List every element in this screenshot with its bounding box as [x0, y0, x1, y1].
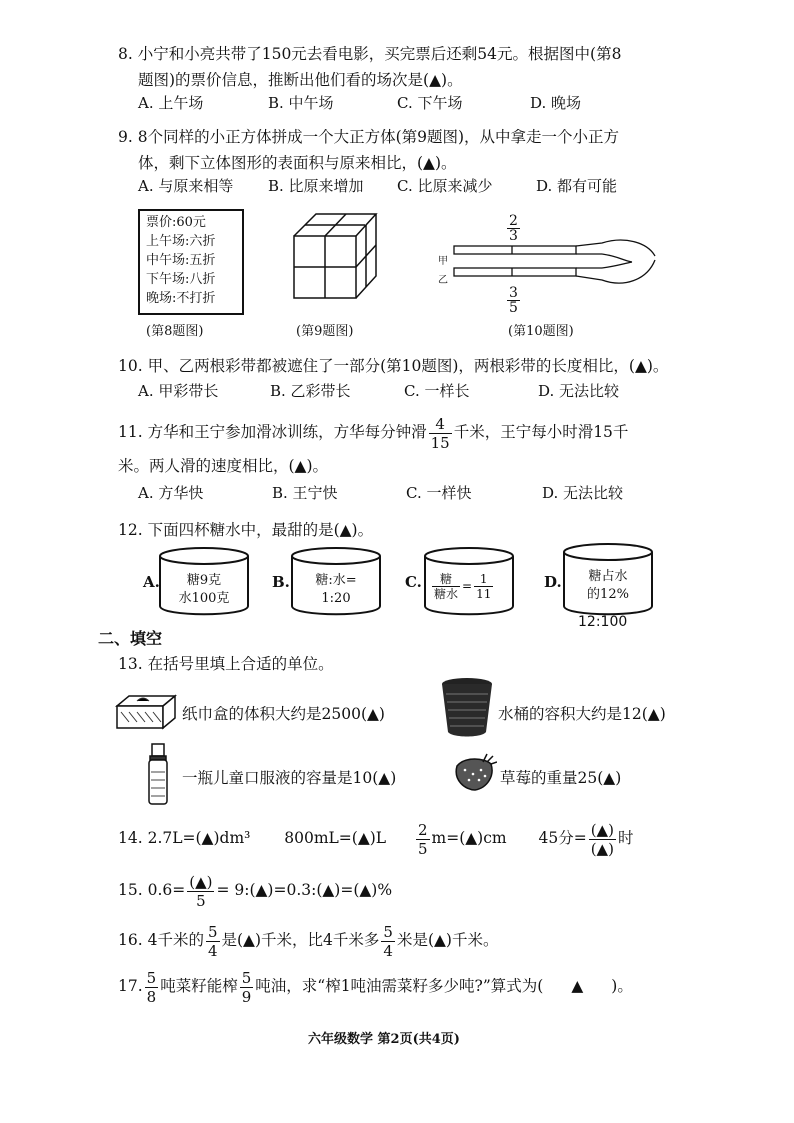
cup-b-letter: B.	[272, 573, 290, 591]
cup-b-text	[300, 572, 372, 608]
q11-option-a: A. 方华快	[138, 484, 204, 502]
cup-c-den-label: 糖水	[434, 587, 459, 601]
q13-d: 草莓的重量25(▲)	[500, 769, 622, 787]
fig10-bottom-fraction	[505, 286, 522, 315]
q9-line1: 9. 8个同样的小正方体拼成一个大正方体(第9题图)，从中拿走一个小正方	[118, 128, 620, 146]
frac-num: 2	[417, 820, 428, 839]
oral-liquid-bottle-icon	[146, 742, 170, 806]
frac-num: 3	[509, 285, 518, 301]
frac-num: 5	[207, 922, 218, 941]
ticket-line: 票价:60元	[146, 215, 206, 230]
frac-num: 5	[383, 922, 393, 941]
q14-p4: 45分=	[538, 829, 587, 847]
q14-p5: 时	[617, 829, 634, 847]
fig9-caption: (第9题图)	[296, 324, 354, 339]
bucket-icon	[440, 676, 494, 738]
frac-den: 8	[146, 987, 157, 1006]
q10-option-b: B. 乙彩带长	[270, 382, 351, 400]
cup-d-line1: 糖占水	[588, 569, 628, 584]
q17-pre: 17.	[118, 977, 143, 995]
cup-c-num-label: 糖	[432, 572, 460, 587]
ticket-line: 下午场:八折	[146, 272, 216, 287]
cup-d-letter: D.	[544, 573, 562, 591]
cup-a-letter: A.	[143, 573, 160, 591]
frac-num: (▲)	[189, 872, 213, 891]
frac-den: (▲)	[590, 839, 614, 858]
ticket-price-box	[138, 209, 244, 315]
strawberry-icon	[451, 752, 497, 792]
cup-b-line1: 糖:水=	[315, 573, 357, 588]
tissue-box-icon	[115, 692, 177, 732]
q15-post: = 9:(▲)=0.3:(▲)=(▲)%	[216, 881, 393, 899]
frac-den: 4	[207, 941, 218, 960]
frac-den: 15	[430, 433, 450, 452]
cup-c-letter: C.	[405, 573, 422, 591]
q17-end: )。	[611, 977, 633, 995]
frac-den: 5	[509, 300, 518, 316]
handwritten-note: 12:100	[578, 614, 628, 630]
q17-mid: 吨菜籽能榨	[160, 977, 238, 995]
section-title: 二、填空	[98, 629, 163, 648]
cup-a-text	[168, 572, 240, 608]
frac-den: 5	[417, 839, 428, 858]
q16-line	[118, 920, 498, 960]
frac-num: 1	[474, 572, 493, 587]
q9-line2: 体，剩下立体图形的表面积与原来相比，(▲)。	[138, 154, 457, 172]
frac-den: 5	[196, 891, 206, 910]
q9-option-c: C. 比原来减少	[397, 177, 493, 195]
page-footer: 六年级数学 第2页(共4页)	[308, 1032, 460, 1047]
ticket-line: 中午场:五折	[146, 253, 216, 268]
q11-pre: 11. 方华和王宁参加滑冰训练，方华每分钟滑	[118, 423, 427, 441]
q8-option-c: C. 下午场	[397, 94, 463, 112]
q13-a: 纸巾盒的体积大约是2500(▲)	[182, 705, 385, 723]
q11-option-b: B. 王宁快	[272, 484, 338, 502]
frac-num: 4	[429, 415, 452, 434]
ticket-line: 上午场:六折	[146, 234, 216, 249]
q16-mid: 是(▲)千米，比4千米多	[221, 931, 380, 949]
cup-d-text	[572, 568, 644, 604]
q9-option-a: A. 与原来相等	[138, 177, 234, 195]
q8-option-d: D. 晚场	[530, 94, 582, 112]
q15-line	[118, 870, 392, 910]
q10-option-a: A. 甲彩带长	[138, 382, 219, 400]
ticket-line: 晚场:不打折	[146, 291, 216, 306]
q11-post: 千米，王宁每小时滑15千	[453, 423, 629, 441]
cup-c-text	[430, 572, 495, 601]
cup-b-line2: 1:20	[321, 591, 351, 606]
q13-c: 一瓶儿童口服液的容量是10(▲)	[182, 769, 397, 787]
cup-a-line1: 糖9克	[186, 573, 222, 588]
q17-post: 吨油，求“榨1吨油需菜籽多少吨?”算式为(	[255, 977, 544, 995]
q10-option-c: C. 一样长	[404, 382, 470, 400]
q14-line	[118, 818, 633, 858]
frac-num: 5	[241, 968, 252, 987]
q11-line2: 米。两人滑的速度相比，(▲)。	[118, 457, 329, 475]
q14-p1: 14. 2.7L=(▲)dm³	[118, 829, 251, 847]
cup-a-line2: 水100克	[178, 591, 230, 606]
frac-den: 4	[383, 941, 393, 960]
q13-b: 水桶的容积大约是12(▲)	[498, 705, 666, 723]
ribbon-label-a: 甲	[438, 256, 448, 267]
q12-text: 12. 下面四杯糖水中，最甜的是(▲)。	[118, 521, 374, 539]
frac-num: 2	[509, 213, 518, 229]
ribbon-figure	[452, 238, 657, 290]
q16-pre: 16. 4千米的	[118, 931, 204, 949]
frac-num: 5	[146, 968, 157, 987]
q13-text: 13. 在括号里填上合适的单位。	[118, 655, 334, 673]
q17-line	[118, 966, 633, 1006]
q9-option-d: D. 都有可能	[536, 177, 618, 195]
q8-line2: 题图)的票价信息，推断出他们看的场次是(▲)。	[138, 71, 463, 89]
frac-den: 11	[476, 587, 492, 601]
frac-num: (▲)	[590, 820, 614, 839]
q10-text: 10. 甲、乙两根彩带都被遮住了一部分(第10题图)，两根彩带的长度相比，(▲)。	[118, 357, 669, 375]
cup-d-line2: 的12%	[587, 587, 629, 602]
q8-option-a: A. 上午场	[138, 94, 204, 112]
q8-option-b: B. 中午场	[268, 94, 334, 112]
fig8-caption: (第8题图)	[146, 324, 204, 339]
q10-option-d: D. 无法比较	[538, 382, 620, 400]
answer-triangle: ▲	[571, 977, 584, 995]
q11-option-c: C. 一样快	[406, 484, 472, 502]
q14-p3: m=(▲)cm	[431, 829, 507, 847]
ribbon-label-b: 乙	[438, 275, 448, 286]
frac-den: 3	[509, 228, 518, 244]
frac-den: 9	[241, 987, 252, 1006]
q15-pre: 15. 0.6=	[118, 881, 186, 899]
cup-c-eq: =	[462, 579, 473, 593]
q11-line1	[118, 414, 628, 452]
q9-option-b: B. 比原来增加	[268, 177, 364, 195]
cube-figure	[292, 212, 378, 308]
q16-post: 米是(▲)千米。	[396, 931, 499, 949]
q11-option-d: D. 无法比较	[542, 484, 624, 502]
q14-p2: 800mL=(▲)L	[284, 829, 387, 847]
q8-line1: 8. 小宁和小亮共带了150元去看电影，买完票后还剩54元。根据图中(第8	[118, 45, 622, 63]
fig10-caption: (第10题图)	[508, 324, 574, 339]
